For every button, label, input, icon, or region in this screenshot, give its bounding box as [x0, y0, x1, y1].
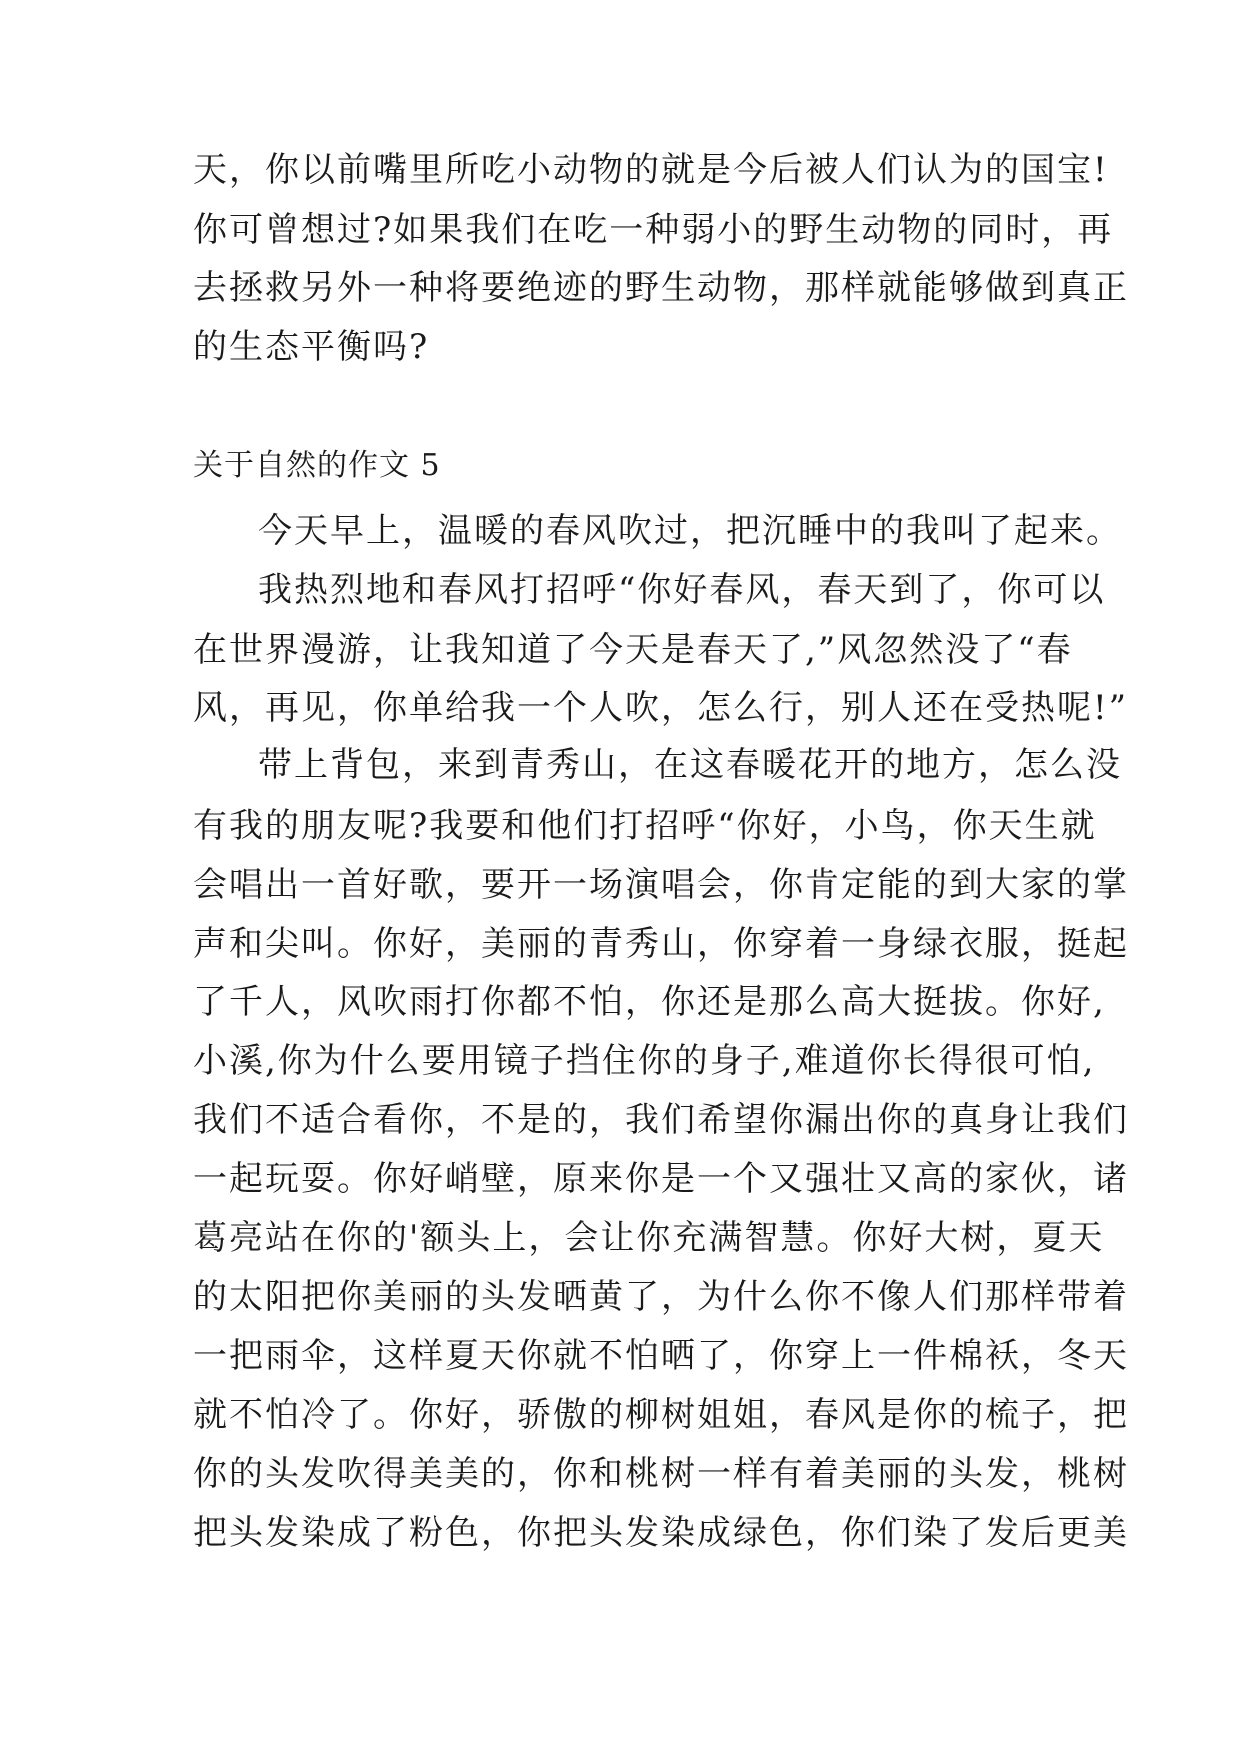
text-line: 一起玩耍。你好峭壁，原来你是一个又强壮又高的家伙，诸	[193, 1159, 1129, 1199]
text-line: 一把雨伞，这样夏天你就不怕晒了，你穿上一件棉袄，冬天	[193, 1336, 1129, 1376]
text-line: 去拯救另外一种将要绝迹的野生动物，那样就能够做到真正	[193, 268, 1129, 308]
text-line: 小溪,你为什么要用镜子挡住你的身子,难道你长得很可怕,	[193, 1041, 1096, 1081]
text-line: 我热烈地和春风打招呼“你好春风，春天到了，你可以	[258, 570, 1106, 610]
text-line: 在世界漫游，让我知道了今天是春天了,”风忽然没了“春	[193, 630, 1073, 670]
text-line: 你的头发吹得美美的，你和桃树一样有着美丽的头发，桃树	[193, 1454, 1129, 1494]
text-line: 就不怕冷了。你好，骄傲的柳树姐姐，春风是你的梳子，把	[193, 1395, 1129, 1435]
text-line: 葛亮站在你的'额头上，会让你充满智慧。你好大树，夏天	[193, 1218, 1105, 1258]
text-line: 我们不适合看你，不是的，我们希望你漏出你的真身让我们	[193, 1100, 1129, 1140]
text-line: 会唱出一首好歌，要开一场演唱会，你肯定能的到大家的掌	[193, 865, 1129, 905]
text-line: 带上背包，来到青秀山，在这春暖花开的地方，怎么没	[258, 745, 1122, 785]
text-line: 的太阳把你美丽的头发晒黄了，为什么你不像人们那样带着	[193, 1277, 1129, 1317]
section-heading: 关于自然的作文 5	[193, 448, 441, 483]
text-line: 天，你以前嘴里所吃小动物的就是今后被人们认为的国宝!	[193, 150, 1109, 190]
text-line: 有我的朋友呢?我要和他们打招呼“你好，小鸟，你天生就	[193, 806, 1097, 846]
text-line: 把头发染成了粉色，你把头发染成绿色，你们染了发后更美	[193, 1513, 1129, 1553]
text-line: 了千人，风吹雨打你都不怕，你还是那么高大挺拔。你好,	[193, 982, 1106, 1022]
text-line: 的生态平衡吗?	[193, 327, 430, 367]
text-line: 声和尖叫。你好，美丽的青秀山，你穿着一身绿衣服，挺起	[193, 924, 1129, 964]
text-line: 今天早上，温暖的春风吹过，把沉睡中的我叫了起来。	[258, 511, 1122, 551]
text-line: 风，再见，你单给我一个人吹，怎么行，别人还在受热呢!”	[193, 688, 1129, 728]
text-line: 你可曾想过?如果我们在吃一种弱小的野生动物的同时，再	[193, 210, 1114, 250]
